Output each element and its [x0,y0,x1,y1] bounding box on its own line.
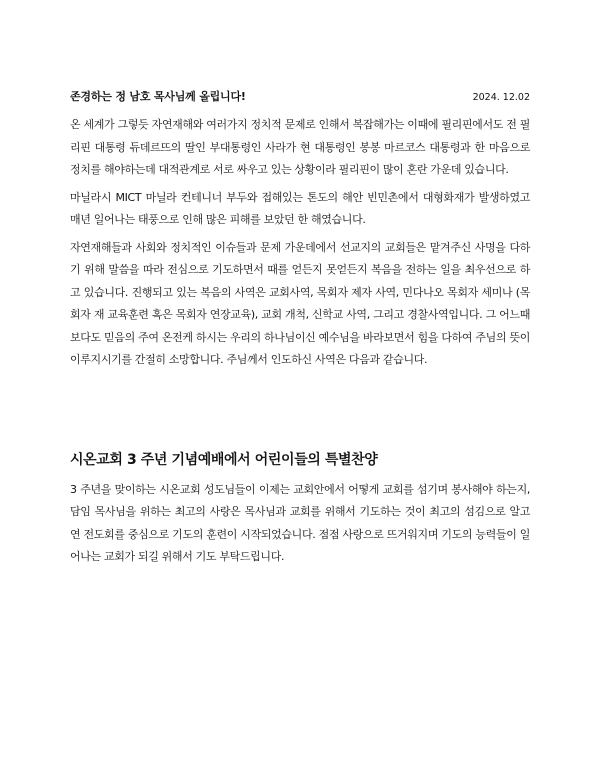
section-spacer [70,377,530,449]
paragraph-zion-church: 3 주년을 맞이하는 시온교회 성도님들이 이제는 교회안에서 어떻게 교회를 섬기며 봉사해야 하는지, 담임 목사님을 위하는 최고의 사랑은 목사님과 교회를 위해서 기도하는 것이 최고의 섬김으로 알고 연 전도회를 중심으로 기도의 훈련이 시작되었습니다. 점점 사랑으로 뜨거워지며 기도의 능력들이 일어나는 교회가 되길 위해서 기도 부탁드립니다. [70,482,530,563]
paragraph-world-situation: 온 세계가 그렇듯 자연재해와 여러가지 정치적 문제로 인해서 복잡해가는 이때에 필리핀에서도 전 필리핀 대통령 듀데르뜨의 딸인 부대통령인 사라가 현 대통령인 봉봉 마르코스 대통령과 한 마음으로 정치를 해야하는데 대적관계로 서로 싸우고 있는 상황이라 필리핀이 많이 혼란 가운데 있습니다. [70,118,530,176]
letter-date: 2024. 12.02 [472,92,530,103]
letter-header [70,88,530,104]
paragraph-ministry: 자연재해들과 사회와 정치적인 이슈들과 문제 가운데에서 선교지의 교회들은 맡겨주신 사명을 다하기 위해 말씀을 따라 전심으로 기도하면서 때를 얻든지 못얻든지 복음을 전하는 일을 최우선으로 하고 있습니다. 진행되고 있는 복음의 사역은 교회사역, 목회자 제자 사역, 민다나오 목회자 세미나 (목회자 재 교육훈련 혹은 목회자 연장교육), 교회 개척, 신학교 사역, 그리고 경찰사역입니다. 그 어느때 보다도 믿음의 주여 온전케 하시는 우리의 하나님이신 예수님을 바라보면서 힘을 다하여 주님의 뜻이 이루지시기를 간절히 소망합니다. 주님께서 인도하신 사역은 다음과 같습니다. [70,240,530,366]
section-title: 시온교회 3 주년 기념예배에서 어린이들의 특별찬양 [70,451,378,468]
salutation: 존경하는 정 남호 목사님께 올립니다! [70,90,246,103]
paragraph-manila-fire: 마닐라시 MICT 마닐라 컨테니너 부두와 접해있는 톤도의 해안 빈민촌에서 대형화재가 발생하였고 매년 일어나는 태풍으로 인해 많은 피해를 보았던 한 해였습니다. [70,190,530,226]
